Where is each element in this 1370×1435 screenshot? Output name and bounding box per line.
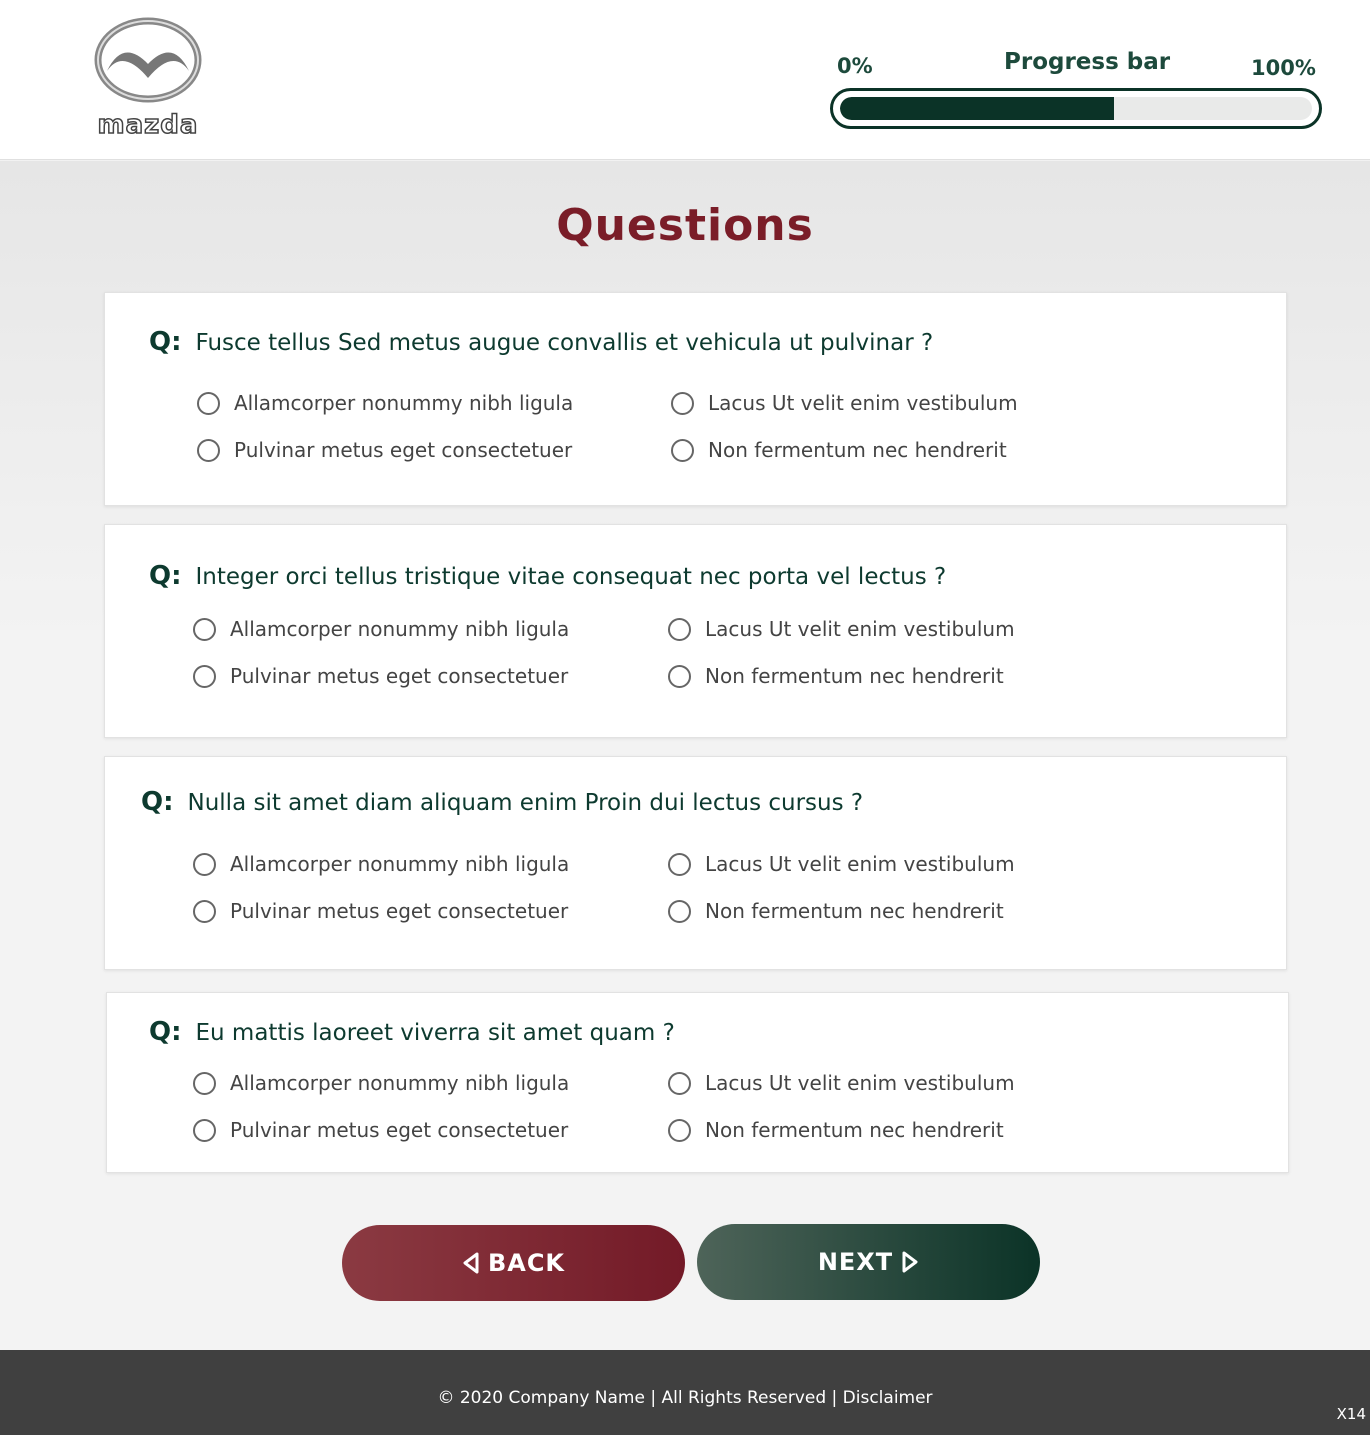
question-card	[104, 756, 1287, 970]
radio-button[interactable]	[193, 853, 216, 876]
answer-option[interactable]	[668, 1071, 1015, 1095]
answer-option[interactable]	[668, 899, 1004, 923]
progress-track	[840, 97, 1312, 120]
question-prefix: Q:	[149, 1017, 182, 1047]
option-label: Allamcorper nonummy nibh ligula	[230, 617, 570, 641]
question-text	[141, 787, 863, 817]
question-label: Nulla sit amet diam aliquam enim Proin dui lectus cursus ?	[187, 790, 864, 816]
page-title: Questions	[556, 200, 814, 251]
option-label: Lacus Ut velit enim vestibulum	[705, 1071, 1015, 1095]
back-label: BACK	[487, 1249, 566, 1277]
option-label: Lacus Ut velit enim vestibulum	[708, 391, 1018, 415]
answer-option[interactable]	[197, 391, 573, 415]
option-label: Allamcorper nonummy nibh ligula	[234, 391, 574, 415]
radio-button[interactable]	[193, 900, 216, 923]
radio-button[interactable]	[671, 392, 694, 415]
answer-option[interactable]	[671, 391, 1018, 415]
question-text	[149, 1017, 675, 1047]
question-label: Eu mattis laoreet viverra sit amet quam ?	[195, 1020, 675, 1046]
radio-button[interactable]	[668, 853, 691, 876]
answer-option[interactable]	[193, 664, 568, 688]
logo-wordmark: mazda	[97, 110, 199, 140]
radio-button[interactable]	[668, 665, 691, 688]
answer-option[interactable]	[668, 1118, 1004, 1142]
next-label: NEXT	[817, 1248, 894, 1276]
header	[0, 0, 1370, 160]
radio-button[interactable]	[197, 392, 220, 415]
back-button[interactable]	[342, 1225, 685, 1301]
option-label: Pulvinar metus eget consectetuer	[230, 899, 569, 923]
option-label: Allamcorper nonummy nibh ligula	[230, 1071, 570, 1095]
mazda-logo[interactable]	[84, 16, 212, 140]
progress-bar	[830, 88, 1322, 129]
radio-button[interactable]	[193, 1119, 216, 1142]
option-label: Lacus Ut velit enim vestibulum	[705, 852, 1015, 876]
option-label: Non fermentum nec hendrerit	[705, 899, 1004, 923]
option-label: Pulvinar metus eget consectetuer	[234, 438, 573, 462]
next-button[interactable]	[697, 1224, 1040, 1300]
radio-button[interactable]	[671, 439, 694, 462]
question-text	[149, 561, 946, 591]
question-text	[149, 327, 933, 357]
answer-option[interactable]	[193, 617, 569, 641]
answer-option[interactable]	[671, 438, 1007, 462]
question-label: Fusce tellus Sed metus augue convallis et vehicula ut pulvinar ?	[195, 330, 934, 356]
question-card	[104, 524, 1287, 738]
answer-option[interactable]	[197, 438, 572, 462]
radio-button[interactable]	[668, 900, 691, 923]
option-label: Lacus Ut velit enim vestibulum	[705, 617, 1015, 641]
option-label: Pulvinar metus eget consectetuer	[230, 1118, 569, 1142]
answer-option[interactable]	[193, 1118, 568, 1142]
answer-option[interactable]	[193, 1071, 569, 1095]
radio-button[interactable]	[668, 1072, 691, 1095]
footer	[0, 1350, 1370, 1435]
radio-button[interactable]	[193, 1072, 216, 1095]
question-prefix: Q:	[149, 327, 182, 357]
answer-option[interactable]	[668, 664, 1004, 688]
question-prefix: Q:	[141, 787, 174, 817]
progress-title: Progress bar	[1004, 49, 1171, 75]
answer-option[interactable]	[193, 852, 569, 876]
question-card	[104, 292, 1287, 506]
answer-option[interactable]	[668, 617, 1015, 641]
question-prefix: Q:	[149, 561, 182, 591]
footer-text: © 2020 Company Name | All Rights Reserved | Disclaimer	[437, 1388, 933, 1408]
progress-fill	[840, 97, 1114, 120]
radio-button[interactable]	[193, 618, 216, 641]
option-label: Non fermentum nec hendrerit	[705, 664, 1004, 688]
progress-min-label: 0%	[837, 54, 873, 78]
version-label: X14	[1336, 1405, 1366, 1423]
option-label: Non fermentum nec hendrerit	[708, 438, 1007, 462]
option-label: Pulvinar metus eget consectetuer	[230, 664, 569, 688]
mazda-emblem-icon	[93, 16, 203, 104]
answer-option[interactable]	[193, 899, 568, 923]
radio-button[interactable]	[197, 439, 220, 462]
progress-max-label: 100%	[1251, 56, 1316, 80]
answer-option[interactable]	[668, 852, 1015, 876]
question-card	[106, 992, 1289, 1173]
question-label: Integer orci tellus tristique vitae consequat nec porta vel lectus ?	[195, 564, 947, 590]
triangle-right-icon	[901, 1251, 919, 1273]
triangle-left-icon	[462, 1252, 480, 1274]
option-label: Allamcorper nonummy nibh ligula	[230, 852, 570, 876]
radio-button[interactable]	[668, 618, 691, 641]
option-label: Non fermentum nec hendrerit	[705, 1118, 1004, 1142]
radio-button[interactable]	[668, 1119, 691, 1142]
radio-button[interactable]	[193, 665, 216, 688]
